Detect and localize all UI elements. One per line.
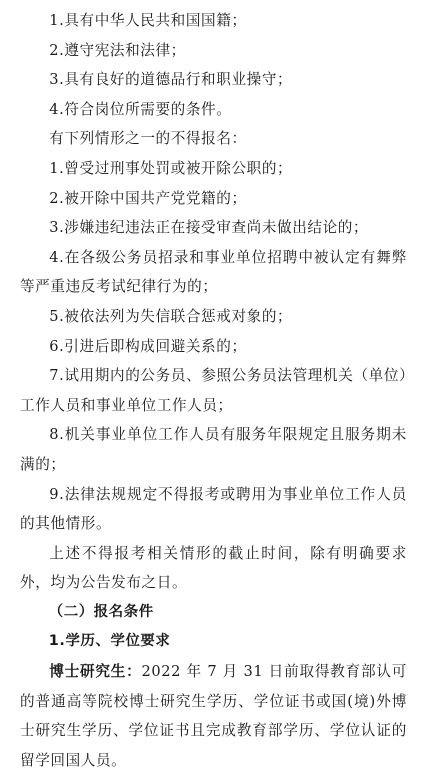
requirement-item-4: 4.符合岗位所需要的条件。	[49, 100, 232, 118]
exclusion-item-5: 5.被依法列为失信联合惩戒对象的；	[49, 307, 293, 325]
exclusion-item-2: 2.被开除中国共产党党籍的；	[49, 189, 247, 207]
exclusion-item-3: 3.涉嫌违纪违法正在接受审查尚未做出结论的；	[49, 219, 369, 237]
exclusion-intro: 有下列情形之一的不得报名：	[49, 130, 247, 148]
deadline-note: 上述不得报考相关情形的截止时间，除有明确要求外，均为公告发布之日。	[20, 544, 407, 592]
requirement-item-2: 2.遵守宪法和法律；	[49, 41, 186, 59]
exclusion-item-9: 9.法律法规规定不得报考或聘用为事业单位工作人员的其他情形。	[20, 485, 407, 533]
exclusion-item-7: 7.试用期内的公务员、参照公务员法管理机关（单位）工作人员和事业单位工作人员；	[20, 367, 407, 414]
doctoral-lead: 博士研究生：	[49, 663, 142, 681]
requirement-item-1: 1.具有中华人民共和国国籍；	[49, 12, 247, 29]
exclusion-item-1: 1.曾受过刑事处罚或被开除公职的；	[49, 159, 293, 177]
section-heading: （二）报名条件	[48, 603, 154, 620]
exclusion-item-6: 6.引进后即构成回避关系的；	[49, 337, 247, 355]
exclusion-item-4: 4.在各级公务员招录和事业单位招聘中被认定有舞弊等严重违反考试纪律行为的；	[20, 248, 407, 296]
subsection-heading: 1.学历、学位要求	[48, 633, 171, 650]
doctoral-text: 2022 年 7 月 31 日前取得教育部认可的普通高等院校博士研究生学历、学位证书或国(境)外博士研究生学历、学位证书且完成教育部学历、学位认证的留学回国人员。	[20, 663, 407, 769]
exclusion-item-8: 8.机关事业单位工作人员有服务年限规定且服务期未满的；	[20, 426, 407, 473]
doctoral-requirement	[20, 657, 407, 775]
requirement-item-3: 3.具有良好的道德品行和职业操守；	[49, 71, 293, 89]
